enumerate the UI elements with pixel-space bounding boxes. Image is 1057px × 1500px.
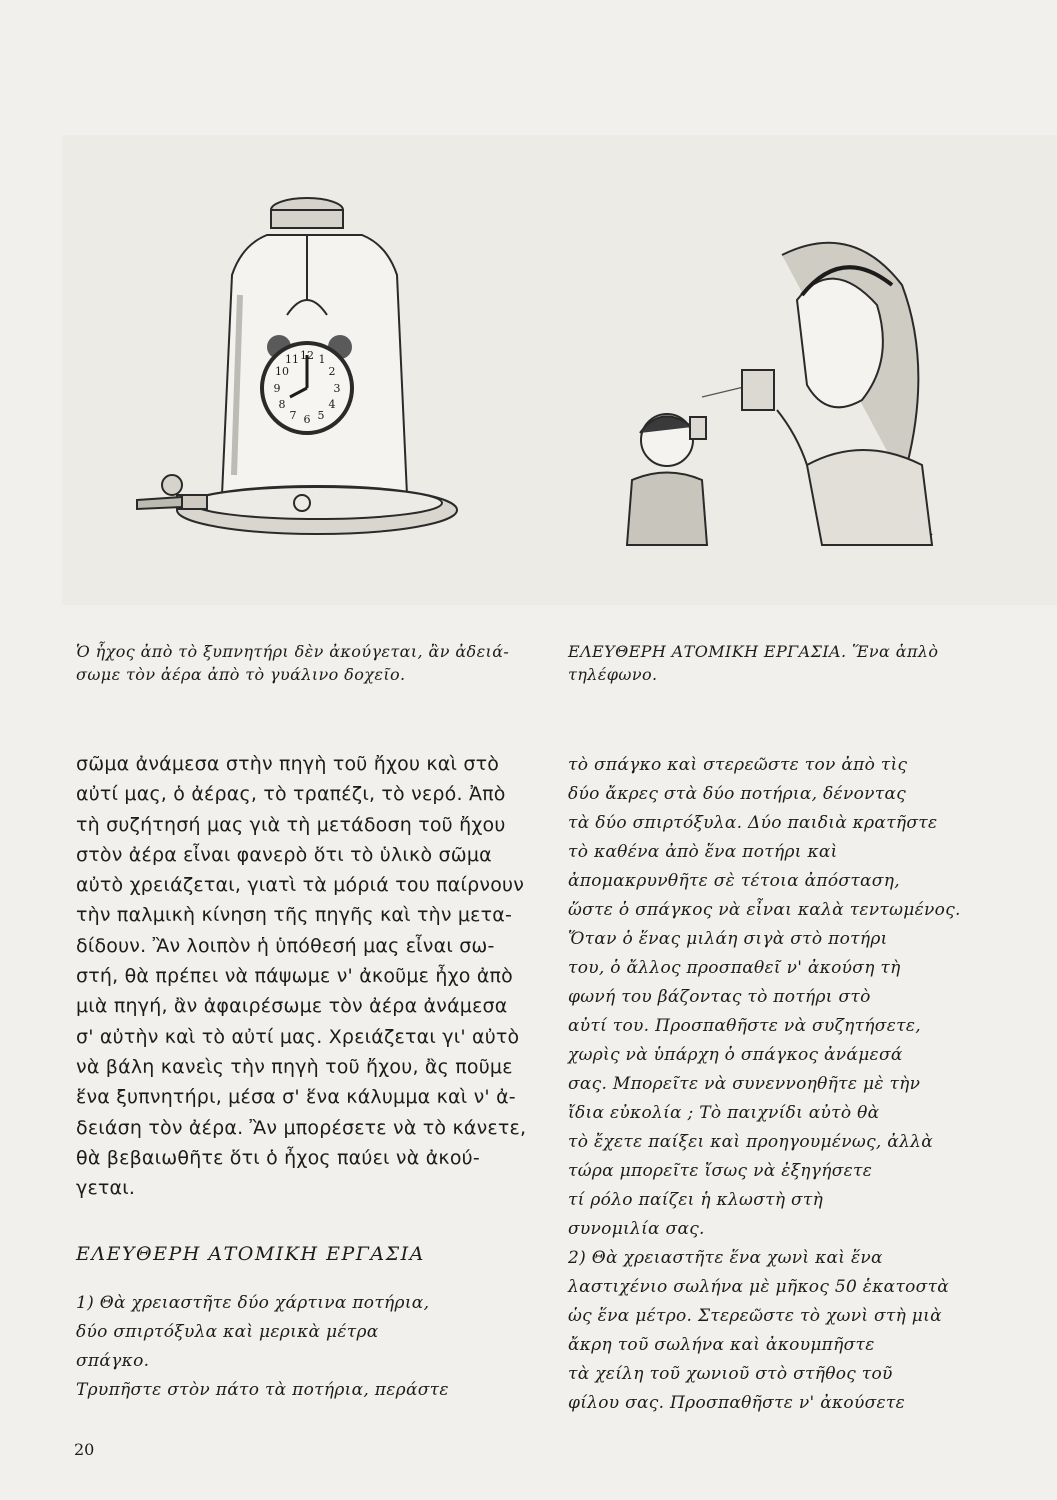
body-line: σ' αὐτὴν καὶ τὸ αὐτί μας. Χρειάζεται γι' αὐτὸ	[76, 1025, 520, 1048]
clock-numeral: 8	[278, 398, 286, 411]
clock-numeral: 9	[273, 382, 281, 395]
clock-numeral: 10	[275, 365, 289, 378]
string-telephone-illustration	[627, 243, 932, 545]
figure-caption-right	[568, 640, 1008, 686]
body-line: δίδουν. Ἂν λοιπὸν ἡ ὑπόθεσή μας εἶναι σω-	[76, 934, 495, 957]
task-line: ὥστε ὁ σπάγκος νὰ εἶναι καλὰ τεντωμένος.	[568, 900, 961, 920]
body-paragraph	[76, 749, 546, 1203]
task-line: Τρυπῆστε στὸν πάτο τὰ ποτήρια, περάστε	[76, 1380, 449, 1401]
body-line: ἕνα ξυπνητήρι, μέσα σ' ἕνα κάλυμμα καὶ ν' ἀ-	[76, 1086, 516, 1109]
task-line: τὸ καθένα ἀπὸ ἕνα ποτήρι καὶ	[568, 842, 838, 862]
body-line: αὐτί μας, ὁ ἀέρας, τὸ τραπέζι, τὸ νερό. Ἀπὸ	[76, 783, 506, 806]
body-line: στὸν ἀέρα εἶναι φανερὸ ὅτι τὸ ὑλικὸ σῶμα	[76, 843, 492, 866]
task-line: δύο σπιρτόξυλα καὶ μερικὰ μέτρα	[76, 1322, 379, 1343]
caption-line: Ὁ ἦχος ἀπὸ τὸ ξυπνητήρι δὲν ἀκούγεται, ἂν ἀδειά-	[76, 642, 510, 661]
task-line: δύο ἄκρες στὰ δύο ποτήρια, δένοντας	[568, 784, 907, 804]
figure-caption-left	[76, 640, 546, 686]
illustration-svg	[62, 135, 1057, 605]
task-line: Ὅταν ὁ ἕνας μιλάη σιγὰ στὸ ποτήρι	[568, 929, 888, 949]
alarm-clock-illustration	[262, 335, 352, 433]
clock-numeral: 1	[318, 353, 326, 366]
task-line: ἀπομακρυνθῆτε σὲ τέτοια ἀπόσταση,	[568, 871, 900, 891]
task-line: τὸ ἔχετε παίξει καὶ προηγουμένως, ἀλλὰ	[568, 1132, 934, 1152]
clock-numeral: 2	[328, 365, 336, 378]
task-line: τὸ σπάγκο καὶ στερεῶστε τον ἀπὸ τὶς	[568, 755, 908, 775]
body-line: μιὰ πηγή, ἂν ἀφαιρέσωμε τὸν ἀέρα ἀνάμεσα	[76, 995, 508, 1018]
clock-numeral: 4	[328, 398, 336, 411]
right-column	[568, 640, 1008, 1418]
task-line: ἄκρη τοῦ σωλήνα καὶ ἀκουμπῆστε	[568, 1335, 875, 1355]
body-line: αὐτὸ χρειάζεται, γιατὶ τὰ μόριά του παίρνουν	[76, 874, 525, 897]
task-line: σπάγκο.	[76, 1351, 150, 1372]
clock-numeral: 12	[300, 349, 314, 362]
body-line: νὰ βάλη κανεὶς τὴν πηγὴ τοῦ ἤχου, ἂς ποῦμε	[76, 1055, 513, 1078]
body-line: τὴ συζήτησή μας γιὰ τὴ μετάδοση τοῦ ἤχου	[76, 813, 506, 836]
task-line: τί ρόλο παίζει ἡ κλωστὴ στὴ	[568, 1190, 824, 1210]
section-heading: ΕΛΕΥΘΕΡΗ ΑΤΟΜΙΚΗ ΕΡΓΑΣΙΑ	[76, 1243, 425, 1266]
task-line: φίλου σας. Προσπαθῆστε ν' ἀκούσετε	[568, 1393, 906, 1413]
task-line: ἴδια εὐκολία ; Τὸ παιχνίδι αὐτὸ θὰ	[568, 1103, 880, 1123]
body-line: γεται.	[76, 1177, 136, 1200]
clock-numeral: 3	[333, 382, 341, 395]
clock-numeral: 6	[303, 413, 311, 426]
task-line: 1) Θὰ χρειαστῆτε δύο χάρτινα ποτήρια,	[76, 1293, 430, 1314]
clock-numeral: 5	[317, 409, 325, 422]
task-line: αὐτί του. Προσπαθῆστε νὰ συζητήσετε,	[568, 1016, 921, 1036]
task-line: τὰ δύο σπιρτόξυλα. Δύο παιδιὰ κρατῆστε	[568, 813, 938, 833]
task-line: τώρα μπορεῖτε ἴσως νὰ ἐξηγήσετε	[568, 1161, 873, 1181]
body-line: δειάση τὸν ἀέρα. Ἂν μπορέσετε νὰ τὸ κάνετε,	[76, 1116, 527, 1139]
body-line: στή, θὰ πρέπει νὰ πάψωμε ν' ἀκοῦμε ἦχο ἀπὸ	[76, 965, 514, 988]
body-line: τὴν παλμικὴ κίνηση τῆς πηγῆς καὶ τὴν μετα-	[76, 904, 513, 927]
body-line: θὰ βεβαιωθῆτε ὅτι ὁ ἦχος παύει νὰ ἀκού-	[76, 1146, 480, 1169]
clock-numeral: 11	[285, 353, 299, 366]
clock-numeral: 7	[289, 409, 297, 422]
task-line: του, ὁ ἄλλος προσπαθεῖ ν' ἀκούση τὴ	[568, 958, 901, 978]
body-line: σῶμα ἀνάμεσα στὴν πηγὴ τοῦ ἤχου καὶ στὸ	[76, 753, 500, 775]
caption-line: τηλέφωνο.	[568, 665, 658, 684]
task-line: συνομιλία σας.	[568, 1219, 705, 1239]
left-column	[76, 640, 546, 1405]
illustration-panel	[62, 135, 1057, 605]
task-line: 2) Θὰ χρειαστῆτε ἕνα χωνὶ καὶ ἕνα	[568, 1248, 883, 1268]
task-paragraph	[76, 1289, 546, 1405]
caption-line: σωμε τὸν ἀέρα ἀπὸ τὸ γυάλινο δοχεῖο.	[76, 665, 406, 684]
task-line: χωρὶς νὰ ὑπάρχη ὁ σπάγκος ἀνάμεσά	[568, 1045, 903, 1065]
task-line: φωνή του βάζοντας τὸ ποτήρι στὸ	[568, 987, 871, 1007]
task-line: ὡς ἕνα μέτρο. Στερεῶστε τὸ χωνὶ στὴ μιὰ	[568, 1306, 942, 1326]
caption-line: ΕΛΕΥΘΕΡΗ ΑΤΟΜΙΚΗ ΕΡΓΑΣΙΑ. Ἕνα ἁπλὸ	[568, 642, 939, 661]
page-number: 20	[74, 1440, 95, 1459]
task-line: τὰ χείλη τοῦ χωνιοῦ στὸ στῆθος τοῦ	[568, 1364, 893, 1384]
task-continuation	[568, 751, 1008, 1418]
task-line: σας. Μπορεῖτε νὰ συνεννοηθῆτε μὲ τὴν	[568, 1074, 921, 1094]
task-line: λαστιχένιο σωλήνα μὲ μῆκος 50 ἑκατοστὰ	[568, 1277, 950, 1297]
